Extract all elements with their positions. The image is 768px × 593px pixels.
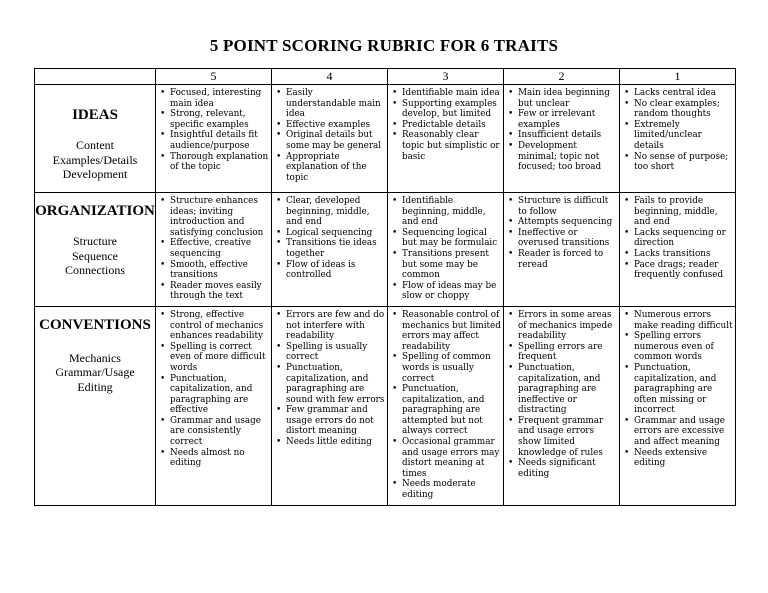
descriptor-item: • Needs significant editing — [518, 458, 617, 479]
descriptor-cell-score-4 — [272, 306, 388, 505]
descriptor-item: • Lacks sequencing or direction — [634, 228, 733, 249]
trait-subtopics — [35, 351, 155, 395]
descriptor-item: • Extremely limited/unclear details — [634, 120, 733, 152]
descriptor-item: • Attempts sequencing — [518, 217, 617, 228]
page-title: 5 POINT SCORING RUBRIC FOR 6 TRAITS — [209, 36, 559, 55]
descriptor-item: • Needs little editing — [286, 437, 385, 448]
descriptor-list — [388, 307, 503, 505]
descriptor-item: • Main idea beginning but unclear — [518, 88, 617, 109]
header-corner-cell — [35, 69, 156, 85]
trait-subtopics — [35, 138, 155, 182]
descriptor-item: • Identifiable main idea — [402, 88, 501, 99]
descriptor-item: • Frequent grammar and usage errors show limited knowledge of rules — [518, 416, 617, 458]
descriptor-item: • Insufficient details — [518, 130, 617, 141]
descriptor-cell-score-4 — [272, 193, 388, 307]
descriptor-item: • Spelling errors numerous even of common words — [634, 331, 733, 363]
trait-subtopic: Structure — [73, 234, 117, 248]
descriptor-cell-score-3 — [388, 193, 504, 307]
trait-name: ORGANIZATION — [35, 203, 155, 219]
descriptor-item: • Needs almost no editing — [170, 448, 269, 469]
score-header-5: 5 — [156, 69, 272, 85]
descriptor-item: • Punctuation, capitalization, and paragraphing are attempted but not always correct — [402, 384, 501, 437]
descriptor-item: • Appropriate explanation of the topic — [286, 152, 385, 184]
descriptor-list — [504, 193, 619, 274]
trait-subtopic: Content — [76, 138, 114, 152]
descriptor-item: • Flow of ideas is controlled — [286, 260, 385, 281]
trait-cell-conventions — [35, 306, 156, 505]
trait-subtopic: Editing — [77, 379, 113, 394]
descriptor-list — [620, 307, 735, 473]
descriptor-item: • Transitions tie ideas together — [286, 238, 385, 259]
score-header-2: 2 — [504, 69, 620, 85]
descriptor-item: • Transitions present but some may be common — [402, 249, 501, 281]
descriptor-item: • Clear, developed beginning, middle, and end — [286, 196, 385, 228]
descriptor-cell-score-5 — [156, 306, 272, 505]
descriptor-item: • Needs extensive editing — [634, 448, 733, 469]
descriptor-item: • Spelling is usually correct — [286, 342, 385, 363]
trait-subtopic: Sequence — [72, 248, 118, 263]
descriptor-list — [272, 307, 387, 452]
descriptor-item: • No clear examples; random thoughts — [634, 99, 733, 120]
descriptor-item: • Structure is difficult to follow — [518, 196, 617, 217]
descriptor-cell-score-1 — [620, 85, 736, 193]
descriptor-list — [272, 193, 387, 285]
descriptor-cell-score-3 — [388, 306, 504, 505]
descriptor-item: • Logical sequencing — [286, 228, 385, 239]
descriptor-list — [272, 85, 387, 187]
descriptor-item: • Pace drags; reader frequently confused — [634, 260, 733, 281]
descriptor-item: • Reasonable control of mechanics but limited errors may affect readability — [402, 310, 501, 352]
descriptor-item: • Effective, creative sequencing — [170, 238, 269, 259]
descriptor-cell-score-2 — [504, 306, 620, 505]
trait-subtopic: Examples/Details — [52, 152, 138, 167]
descriptor-item: • Punctuation, capitalization, and paragraphing are sound with few errors — [286, 363, 385, 405]
descriptor-list — [504, 85, 619, 177]
trait-row-ideas — [35, 85, 736, 193]
score-header-3: 3 — [388, 69, 504, 85]
descriptor-cell-score-5 — [156, 193, 272, 307]
descriptor-item: • Strong, relevant, specific examples — [170, 109, 269, 130]
descriptor-list — [156, 85, 271, 177]
descriptor-item: • Spelling of common words is usually correct — [402, 352, 501, 384]
descriptor-item: • Errors are few and do not interfere with readability — [286, 310, 385, 342]
descriptor-cell-score-1 — [620, 193, 736, 307]
descriptor-item: • Original details but some may be general — [286, 130, 385, 151]
trait-row-conventions — [35, 306, 736, 505]
descriptor-item: • Effective examples — [286, 120, 385, 131]
descriptor-list — [388, 193, 503, 306]
rubric-table — [34, 68, 736, 506]
descriptor-item: • Reader moves easily through the text — [170, 281, 269, 302]
descriptor-item: • Sequencing logical but may be formulaic — [402, 228, 501, 249]
trait-subtopic: Mechanics — [69, 350, 121, 365]
trait-row-organization — [35, 193, 736, 307]
descriptor-item: • Punctuation, capitalization, and paragraphing are effective — [170, 374, 269, 416]
descriptor-item: • Needs moderate editing — [402, 479, 501, 500]
score-header-1: 1 — [620, 69, 736, 85]
descriptor-item: • Structure enhances ideas; inviting introduction and satisfying conclusion — [170, 196, 269, 238]
descriptor-item: • Focused, interesting main idea — [170, 88, 269, 109]
descriptor-item: • Few or irrelevant examples — [518, 109, 617, 130]
descriptor-item: • Predictable details — [402, 120, 501, 131]
descriptor-item: • Easily understandable main idea — [286, 88, 385, 120]
descriptor-cell-score-4 — [272, 85, 388, 193]
descriptor-item: • Development minimal; topic not focused; too broad — [518, 141, 617, 173]
trait-subtopic: Development — [62, 167, 128, 181]
trait-cell-organization — [35, 193, 156, 307]
trait-cell-ideas — [35, 85, 156, 193]
descriptor-item: • Few grammar and usage errors do not distort meaning — [286, 405, 385, 437]
descriptor-list — [620, 85, 735, 177]
trait-name: IDEAS — [72, 107, 118, 123]
descriptor-item: • Insightful details fit audience/purpose — [170, 130, 269, 151]
descriptor-item: • Spelling is correct even of more difficult words — [170, 342, 269, 374]
descriptor-list — [156, 193, 271, 306]
descriptor-cell-score-3 — [388, 85, 504, 193]
descriptor-cell-score-5 — [156, 85, 272, 193]
descriptor-list — [620, 193, 735, 285]
descriptor-item: • Supporting examples develop, but limited — [402, 99, 501, 120]
descriptor-item: • Lacks central idea — [634, 88, 733, 99]
descriptor-item: • Grammar and usage are consistently correct — [170, 416, 269, 448]
descriptor-item: • Flow of ideas may be slow or choppy — [402, 281, 501, 302]
descriptor-list — [156, 307, 271, 473]
descriptor-item: • Strong, effective control of mechanics enhances readability — [170, 310, 269, 342]
descriptor-item: • Reasonably clear topic but simplistic or basic — [402, 130, 501, 162]
descriptor-item: • Smooth, effective transitions — [170, 260, 269, 281]
descriptor-item: • No sense of purpose; too short — [634, 152, 733, 173]
trait-subtopic: Grammar/Usage — [55, 365, 135, 380]
descriptor-cell-score-2 — [504, 193, 620, 307]
trait-subtopic: Connections — [65, 263, 125, 277]
descriptor-item: • Punctuation, capitalization, and paragraphing are often missing or incorrect — [634, 363, 733, 416]
descriptor-item: • Errors in some areas of mechanics impede readability — [518, 310, 617, 342]
descriptor-item: • Thorough explanation of the topic — [170, 152, 269, 173]
descriptor-cell-score-2 — [504, 85, 620, 193]
descriptor-item: • Spelling errors are frequent — [518, 342, 617, 363]
score-header-row — [35, 69, 736, 85]
trait-name: CONVENTIONS — [39, 316, 151, 333]
descriptor-item: • Grammar and usage errors are excessive and affect meaning — [634, 416, 733, 448]
descriptor-item: • Numerous errors make reading difficult — [634, 310, 733, 331]
score-header-4: 4 — [272, 69, 388, 85]
descriptor-item: • Fails to provide beginning, middle, and end — [634, 196, 733, 228]
descriptor-item: • Ineffective or overused transitions — [518, 228, 617, 249]
descriptor-item: • Occasional grammar and usage errors may distort meaning at times — [402, 437, 501, 479]
descriptor-item: • Reader is forced to reread — [518, 249, 617, 270]
descriptor-item: • Identifiable beginning, middle, and end — [402, 196, 501, 228]
descriptor-item: • Punctuation, capitalization, and paragraphing are ineffective or distracting — [518, 363, 617, 416]
descriptor-cell-score-1 — [620, 306, 736, 505]
trait-subtopics — [35, 234, 155, 278]
descriptor-list — [388, 85, 503, 166]
descriptor-item: • Lacks transitions — [634, 249, 733, 260]
descriptor-list — [504, 307, 619, 484]
